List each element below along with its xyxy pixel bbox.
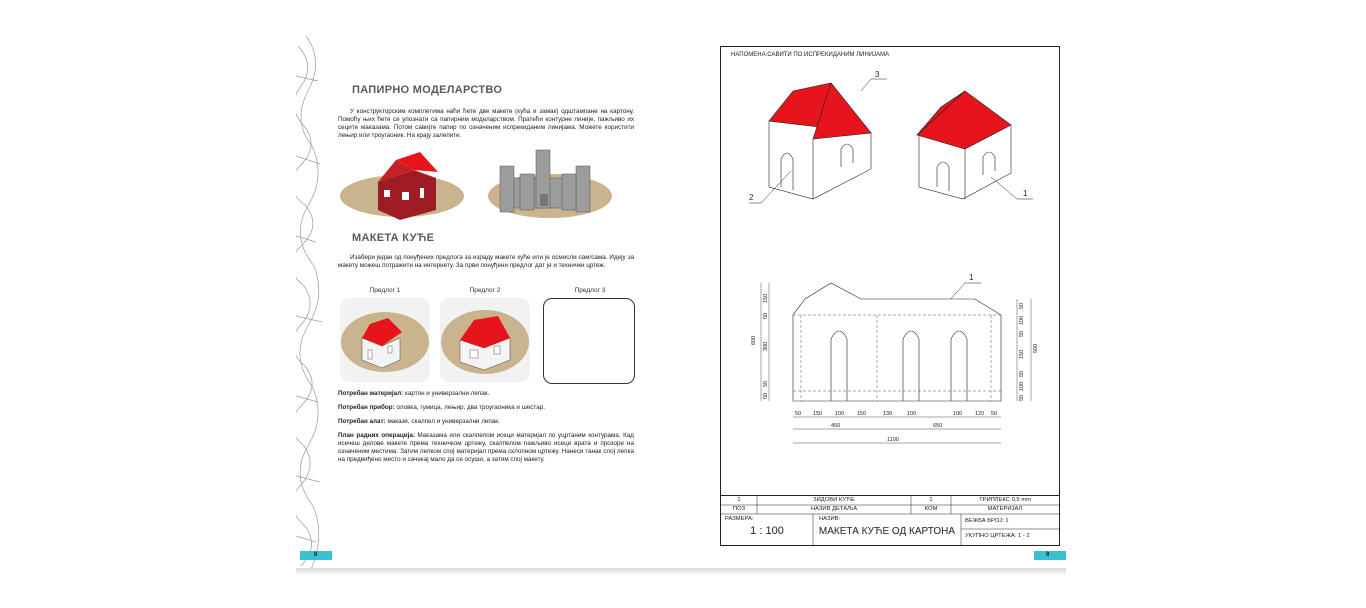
tb-scale-value: 1 : 100 [750,525,784,537]
callout-1b: 1 [969,273,974,282]
dim-600: 600 [751,335,757,345]
dim-r-50b: 50 [1019,330,1025,337]
tb-total: УКУПНО ЦРТЕЖА: 1 - 2 [965,533,1030,539]
dim-h-130: 130 [883,411,893,417]
requirement-instruments [338,418,634,426]
dim-h-100a: 100 [835,411,845,417]
callout-2: 2 [749,193,754,202]
tb-title-label: НАЗИВ: [819,516,841,522]
dim-v-50b: 50 [763,380,769,387]
requirement-tools [338,404,634,412]
tools-label: Потребан прибор: [338,404,395,411]
callout-3: 3 [875,70,880,79]
dim-r-100b: 100 [1019,381,1025,391]
dim-h-150b: 150 [857,411,867,417]
book-spread [296,36,1066,572]
proposal-3-empty-frame [543,298,635,384]
instruments-label: Потребан алат: [338,418,386,425]
dim-r-50c: 50 [1019,370,1025,377]
dim-h-50b: 50 [991,411,998,417]
dim-v-300: 300 [763,341,769,351]
dim-h-100c: 100 [953,411,963,417]
instruments-text: маказе, скалпел и универзални лепак. [385,418,500,425]
proposal-1-label: Предлог 1 [369,287,401,294]
dim-h-100b: 100 [907,411,917,417]
dim-v-150: 150 [763,293,769,303]
requirement-material [338,390,634,398]
material-label: Потребан материјал: [338,390,404,397]
models-illustration [340,148,640,224]
section-title-house-model: МАКЕТА КУЋЕ [352,232,435,244]
tb-material-value: ТРИПЛЕКС 0,5 mm [979,497,1031,503]
callout-1a: 1 [1023,189,1028,198]
tb-name-header: НАЗИВ ДЕТАЉА [810,506,858,512]
section-title-paper-modeling: ПАПИРНО МОДЕЛАРСТВО [352,84,503,96]
dim-h-1100: 1100 [887,437,899,443]
house-model-text: Изабери један од понуђених предлога за израду макете куће или је осмисли сам/сама. Идеју за макету можеш потражити на интернету. За први понуђени предлог дат је и технички цртеж. [338,254,634,269]
right-page [682,36,1066,572]
requirement-work-plan [338,432,634,464]
tools-text: оловка, гумица, лењир, два троугаоника и шестар. [394,404,545,411]
tb-poz-header: ПОЗ [732,506,746,512]
tb-scale-label: РАЗМЕРА: [725,516,754,522]
page-number-right: 9 [1034,551,1066,560]
tb-kom-value: 1 [929,497,933,503]
tb-kom-header: КОМ [924,506,938,512]
dim-r-50d: 50 [1019,394,1025,401]
work-plan-text: Маказама или скалпелом исеци материјал по уцртаним контурама. Кад исечеш делове макете према техничком цртежу, скалпелом пажљиво исеци врата и прозоре на означеним местима. Затим лепком спој материјал према склопном цртежу. Нанеси танак слој лепка на предвиђено место и сачекај мало да се осуши, а затим спој макету. [338,432,634,463]
dim-h-650: 650 [933,423,943,429]
dim-v-50c: 50 [763,392,769,399]
proposal-3-label: Предлог 3 [574,287,606,294]
work-plan-label: План радних операција: [338,432,415,439]
material-text: картон и универзални лепак. [403,390,490,397]
decorative-border [296,36,328,572]
dim-h-150a: 150 [813,411,823,417]
tb-exercise: ВЕЖБА БРОЈ: 1 [965,518,1009,524]
dim-r-100a: 100 [1019,315,1025,325]
proposal-1-image [340,298,430,382]
book-shadow [296,568,1066,576]
left-page [296,36,682,572]
paper-modeling-text: У конструкторским комплетима наћи ћете две макете (кућа и замак) одштампане на картону. Помоћу њих ћете се упознати са папирним моделарством. Пратећи контурне линије, пажљиво их сеците маказама. Потом савијте папир по означеним испрекиданим линијама. Можете користити лењир или троугаоник. На крају залепите. [338,108,634,139]
tb-material-header: МАТЕРИЈАЛ [987,506,1023,512]
dim-h-50a: 50 [795,411,802,417]
dim-r-50a: 50 [1019,302,1025,309]
proposal-2-label: Предлог 2 [469,287,501,294]
proposal-2-image [440,298,530,382]
tb-poz-value: 1 [737,497,741,503]
dim-h-450: 450 [831,423,841,429]
title-block [721,495,1059,545]
dim-v-50a: 50 [763,312,769,319]
technical-drawing-frame [720,46,1060,546]
dim-h-120: 120 [975,411,985,417]
tb-title-value: МАКЕТА КУЋЕ ОД КАРТОНА [818,526,956,537]
page-number-left: 8 [300,551,332,560]
tb-name-value: ЗИДОВИ КУЋЕ [813,497,855,503]
dim-r-150: 150 [1019,349,1025,359]
drawing-note: НАПОМЕНА:САВИТИ ПО ИСПРЕКИДАНИМ ЛИНИЈАМА [731,52,890,58]
technical-drawing [721,47,1059,495]
dim-500: 500 [1033,343,1039,353]
